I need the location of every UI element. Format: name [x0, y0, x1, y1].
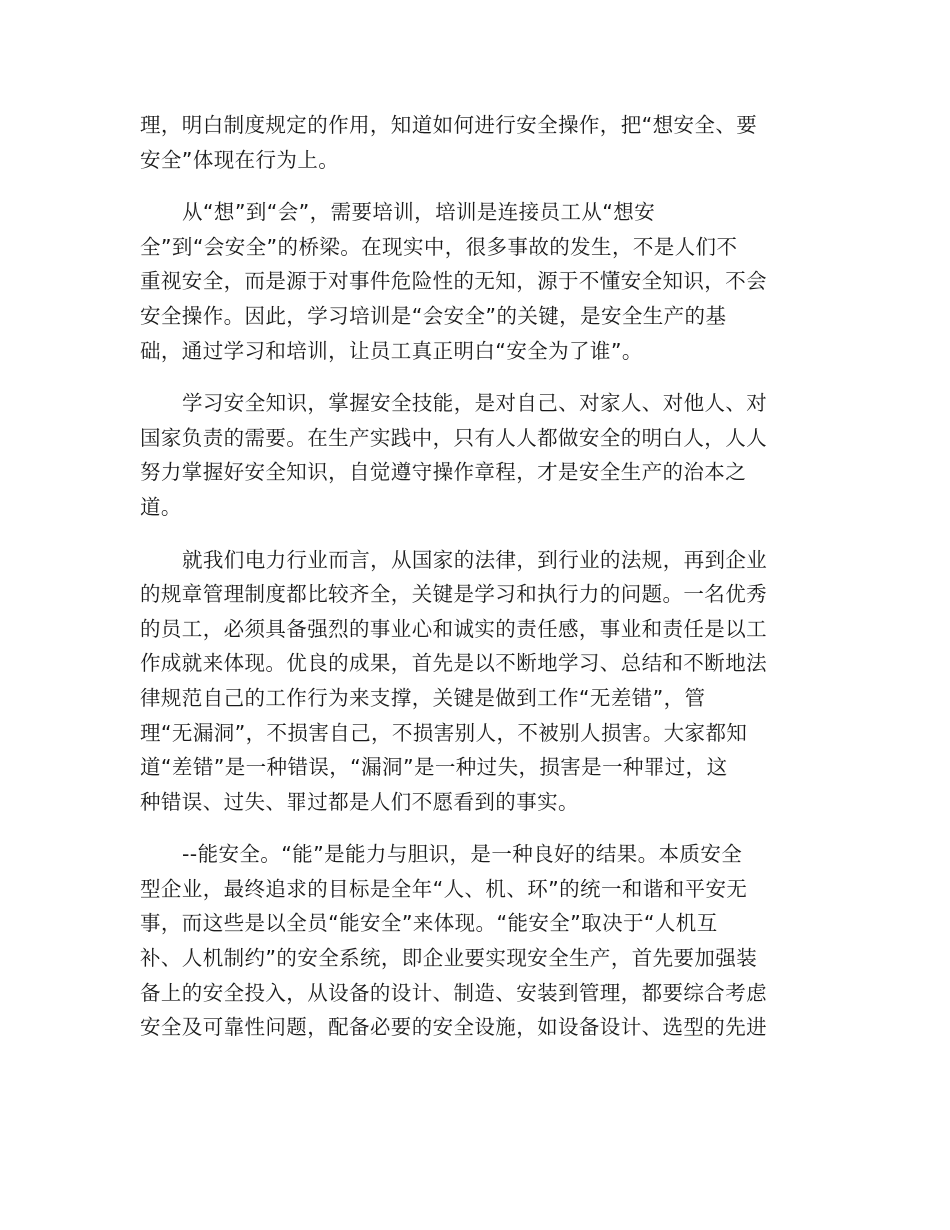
text-line: 努力掌握好安全知识，自觉遵守操作章程，才是安全生产的治本之 [140, 460, 747, 485]
text-line: 作成就来体现。优良的成果，首先是以不断地学习、总结和不断地法 [140, 651, 767, 676]
text-line: 全”到“会安全”的桥梁。在现实中，很多事故的发生，不是人们不 [140, 234, 738, 259]
text-line: 备上的安全投入，从设备的设计、制造、安装到管理，都要综合考虑 [140, 980, 767, 1005]
text-line: 种错误、过失、罪过都是人们不愿看到的事实。 [140, 789, 579, 814]
document-body [140, 108, 800, 1063]
text-line: 道。 [140, 494, 182, 519]
paragraph-4 [140, 543, 800, 820]
text-line: 础，通过学习和培训，让员工真正明白“安全为了谁”。 [140, 338, 643, 363]
text-line: 的规章管理制度都比较齐全，关键是学习和执行力的问题。一名优秀 [140, 582, 767, 607]
text-line: 道“差错”是一种错误，“漏洞”是一种过失，损害是一种罪过，这 [140, 755, 728, 780]
paragraph-1 [140, 108, 800, 177]
text-line: 从“想”到“会”，需要培训，培训是连接员工从“想安 [182, 200, 656, 225]
text-line: 就我们电力行业而言，从国家的法律，到行业的法规，再到企业 [182, 547, 768, 572]
text-line: 型企业，最终追求的目标是全年“人、机、环”的统一和谐和平安无 [140, 876, 748, 901]
text-line: 事，而这些是以全员“能安全”来体现。“能安全”取决于“人机互 [140, 911, 718, 936]
text-line: 的员工，必须具备强烈的事业心和诚实的责任感，事业和责任是以工 [140, 616, 767, 641]
text-line: 理“无漏洞”，不损害自己，不损害别人，不被别人损害。大家都知 [140, 720, 748, 745]
text-line: 国家负责的需要。在生产实践中，只有人人都做安全的明白人，人人 [140, 425, 767, 450]
text-line: 安全及可靠性问题，配备必要的安全设施，如设备设计、选型的先进 [140, 1015, 767, 1040]
text-line: 理，明白制度规定的作用，知道如何进行安全操作，把“想安全、要 [140, 113, 758, 137]
text-line: 安全操作。因此，学习培训是“会安全”的关键，是安全生产的基 [140, 303, 727, 328]
paragraph-2 [140, 195, 800, 368]
text-line: --能安全。“能”是能力与胆识，是一种良好的结果。本质安全 [182, 842, 743, 867]
text-line: 学习安全知识，掌握安全技能，是对自己、对家人、对他人、对 [182, 391, 768, 416]
paragraph-5 [140, 837, 800, 1045]
text-line: 补、人机制约”的安全系统，即企业要实现安全生产，首先要加强装 [140, 946, 758, 971]
text-line: 律规范自己的工作行为来支撑，关键是做到工作“无差错”，管 [140, 685, 706, 710]
paragraph-3 [140, 386, 800, 524]
text-line: 安全”体现在行为上。 [140, 147, 340, 172]
text-line: 重视安全，而是源于对事件危险性的无知，源于不懂安全知识，不会 [140, 269, 767, 294]
